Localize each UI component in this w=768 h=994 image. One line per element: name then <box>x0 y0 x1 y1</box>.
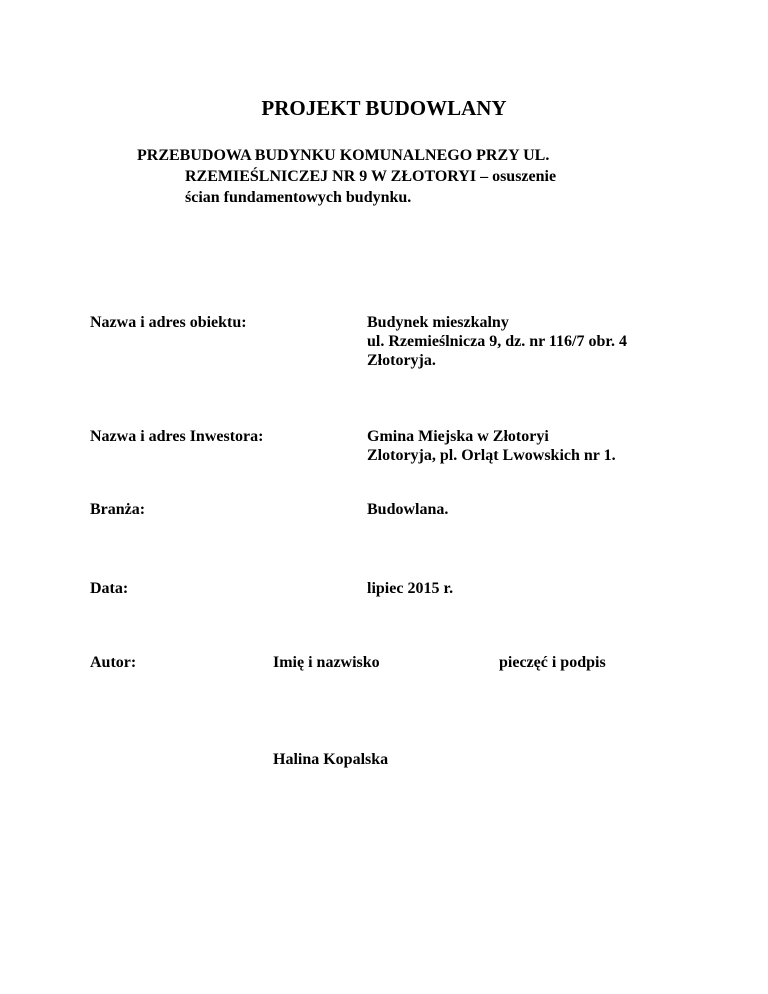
object-value-line-2: ul. Rzemieślnicza 9, dz. nr 116/7 obr. 4 <box>367 333 627 350</box>
subtitle-line-1: PRZEBUDOWA BUDYNKU KOMUNALNEGO PRZY UL. <box>137 147 550 164</box>
author-name-header: Imię i nazwisko <box>273 654 380 671</box>
date-value: lipiec 2015 r. <box>367 580 454 597</box>
branch-label: Branża: <box>90 501 146 518</box>
object-value-line-3: Złotoryja. <box>367 352 436 369</box>
author-name: Halina Kopalska <box>273 751 389 768</box>
investor-label: Nazwa i adres Inwestora: <box>90 428 264 445</box>
author-signature-header: pieczęć i podpis <box>499 654 606 671</box>
document-title: PROJEKT BUDOWLANY <box>261 96 507 120</box>
object-value-line-1: Budynek mieszkalny <box>367 314 509 331</box>
subtitle-line-3: ścian fundamentowych budynku. <box>185 189 412 206</box>
branch-value: Budowlana. <box>367 501 449 518</box>
investor-value-line-2: Zlotoryja, pl. Orląt Lwowskich nr 1. <box>367 447 616 464</box>
author-label: Autor: <box>90 654 137 671</box>
subtitle-line-2: RZEMIEŚLNICZEJ NR 9 W ZŁOTORYI – osuszenie <box>185 168 557 185</box>
date-label: Data: <box>90 580 129 597</box>
object-label: Nazwa i adres obiektu: <box>90 314 247 331</box>
investor-value-line-1: Gmina Miejska w Złotoryi <box>367 428 549 445</box>
